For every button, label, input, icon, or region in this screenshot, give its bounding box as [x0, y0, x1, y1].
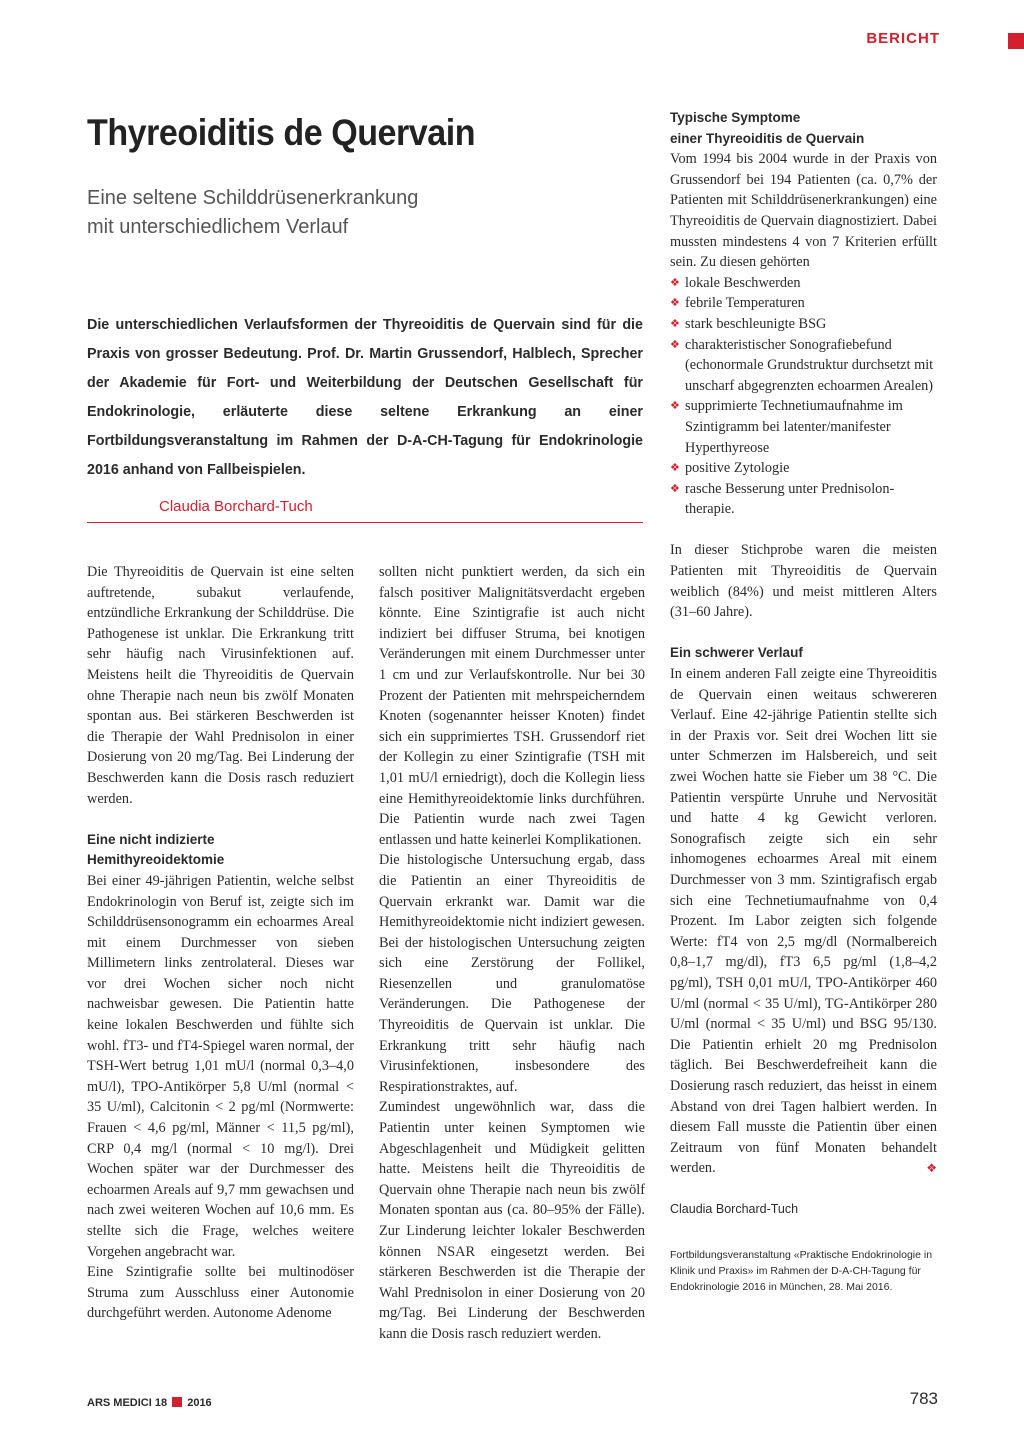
- journal-year: 2016: [187, 1397, 212, 1409]
- closing-author: Claudia Borchard-Tuch: [670, 1201, 799, 1216]
- list-item-text: supprimierte Technetiumaufnahme im Szintigramm bei latenter/manifester Hyperthyreose: [685, 398, 903, 456]
- body-column-2: [379, 562, 645, 1345]
- symptom-list: [670, 273, 937, 520]
- section-label: BERICHT: [866, 30, 940, 47]
- paragraph: Bei einer 49-jährigen Patientin, welche selbst Endokrinologin von Beruf ist, zeigte sich im Schilddrüsensonogramm ein echoarmes Areal mit einem Durchmesser von sieben Millimetern links zentrolateral. Dieses war vor drei Wochen sicher noch nicht nachweisbar gewesen. Die Patientin hatte keine lokalen Beschwerden und fühlte sich wohl. fT3- und fT4-Spiegel waren normal, der TSH-Wert betrug 1,01 mU/l (normal 0,3–4,0 mU/l), TPO-Antikörper 5,8 U/ml (normal < 35 U/ml), Calcitonin < 2 pg/ml (Normwerte: Frauen < 4,6 pg/ml, Männer < 11,5 pg/ml), CRP 0,4 mg/l (normal < 10 mg/l). Drei Wochen später war der Durchmesser des echoarmen Areals auf 9,7 mm gewachsen und nach zwei weiteren Wochen auf 10,6 mm. Es stellte sich die Frage, welches weitere Vorgehen angebracht war.: [87, 872, 354, 1260]
- journal-name: ARS MEDICI 18: [87, 1397, 168, 1409]
- list-item: [670, 479, 937, 520]
- paragraph: Die Thyreoiditis de Quervain ist eine selten auftretende, subakut verlaufende, entzündliche Erkrankung der Schilddrüse. Die Pathogenese ist unklar. Die Erkrankung tritt sehr häufig nach Virusinfektionen auf. Meistens heilt die Thyreoiditis de Quervain ohne Therapie nach neun bis zwölf Monaten spontan aus. Bei stärkeren Beschwerden ist die Therapie der Wahl Prednisolon in einer Dosierung von 20 mg/Tag. Bei Linderung der Beschwerden kann die Dosis rasch reduziert werden.: [87, 564, 354, 807]
- section-heading-line: Hemithyreoidektomie: [87, 852, 225, 868]
- list-item: [670, 293, 937, 314]
- page-number: 783: [909, 1389, 938, 1408]
- subtitle-line-1: Eine seltene Schilddrüsenerkrankung: [87, 187, 419, 209]
- diamond-bullet-icon: ❖: [670, 400, 680, 413]
- subtitle-line-2: mit unterschiedlichem Verlauf: [87, 216, 349, 238]
- section-heading-line: Eine nicht indizierte: [87, 831, 215, 847]
- list-item: [670, 335, 937, 397]
- footer-square-icon: [172, 1397, 182, 1407]
- article-title: Thyreoiditis de Quervain: [87, 112, 476, 153]
- sidebar-heading-line: Typische Symptome: [670, 110, 801, 125]
- list-item-text: positive Zytologie: [685, 460, 790, 477]
- source-note: Fortbildungsveranstaltung «Praktische Endokrinologie in Klinik und Praxis» im Rahmen der D-A-CH-Tagung für Endokrinologie 2016 in München, 28. Mai 2016.: [670, 1249, 933, 1294]
- paragraph-text: In einem anderen Fall zeigte eine Thyreoiditis de Quervain einen weitaus schwereren Verlauf. Eine 42-jährige Patientin stellte sich in der Praxis vor. Seit drei Wochen litt sie unter Schmerzen im Halsbereich, und seit zwei Wochen hatte sie Fieber um 38 °C. Die Patientin verspürte Unruhe und Nervosität und hatte 4 kg Gewicht verloren. Sonografisch zeigte sich ein sehr inhomogenes echoarmes Areal mit einem Durchmesser von 3 mm. Szintigrafisch ergab sich eine Technetiumaufnahme von 0,4 Prozent. Im Labor zeigten sich folgende Werte: fT4 von 2,5 mg/dl (Normalbereich 0,8–1,7 mg/dl), fT3 6,5 pg/ml (1,8–4,2 pg/ml), TSH 0,01 mU/l, TPO-Antikörper 460 U/ml (normal < 35 U/ml), TG-Antikörper 280 U/ml (normal < 35 U/ml) und BSG 95/130. Die Patientin erhielt 20 mg Prednisolon täglich. Bei Beschwerdefreiheit kann die Dosierung rasch reduziert, das heisst in einem Abstand von drei Tagen halbiert werden. In diesem Fall musste die Patientin über einen Zeitraum von fünf Monaten behandelt werden.: [670, 666, 937, 1177]
- list-item-text: stark beschleunigte BSG: [685, 315, 827, 332]
- list-item: [670, 273, 937, 294]
- diamond-bullet-icon: ❖: [670, 462, 680, 475]
- list-item: [670, 458, 937, 479]
- diamond-end-icon: ❖: [926, 1161, 937, 1176]
- list-item: [670, 396, 937, 458]
- diamond-bullet-icon: ❖: [670, 482, 680, 495]
- list-item-text: rasche Besserung unter Prednisolontherapie.: [685, 480, 895, 518]
- article-lead: Die unterschiedlichen Verlaufsformen der Thyreoiditis de Quervain sind für die Praxis von grosser Bedeutung. Prof. Dr. Martin Grussendorf, Halblech, Sprecher der Akademie für Fort- und Weiterbildung der Deutschen Gesellschaft für Endokrinologie, erläuterte diese seltene Erkrankung an einer Fortbildungsveranstaltung im Rahmen der D-A-CH-Tagung für Endokrinologie 2016 anhand von Fallbeispielen.: [87, 317, 643, 478]
- footer-journal: [87, 1397, 212, 1409]
- paragraph: Eine Szintigrafie sollte bei multinodöser Struma zum Ausschluss einer Autonomie durchgeführt werden. Autonome Adenome: [87, 1264, 354, 1322]
- body-column-1: [87, 562, 354, 1324]
- section-heading: Ein schwerer Verlauf: [670, 645, 803, 661]
- paragraph: sollten nicht punktiert werden, da sich ein falsch positiver Malignitätsverdacht ergeben könnte. Eine Szintigrafie ist auch nicht indiziert bei diffuser Struma, bei knotigen Veränderungen mit einem Durchmesser unter 1 cm und zur Verlaufskontrolle. Nur bei 30 Prozent der Patienten mit mehrspeicherndem Knoten (sogenannter heisser Knoten) findet sich ein supprimiertes TSH. Grussendorf riet der Kollegin zu einer Szintigrafie (TSH mit 1,01 mU/l erniedrigt), doch die Kollegin liess eine Hemithyreoidektomie links durchführen. Die Patientin wurde nach zwei Tagen entlassen und hatte keinerlei Komplikationen.: [379, 564, 645, 848]
- paragraph: [670, 664, 937, 1179]
- list-item-text: febrile Temperaturen: [685, 295, 805, 312]
- diamond-bullet-icon: ❖: [670, 276, 680, 289]
- sidebar-heading: [670, 108, 937, 149]
- diamond-bullet-icon: ❖: [670, 297, 680, 310]
- section-heading: [87, 830, 354, 871]
- section-marker-square: [1008, 33, 1024, 49]
- paragraph: Die histologische Untersuchung ergab, dass die Patientin an einer Thyreoiditis de Quervain erkrankt war. Damit war die Hemithyreoidektomie nicht indiziert gewesen. Bei der histologischen Untersuchung zeigten sich eine Zerstörung der Follikel, Riesenzellen und granulomatöse Veränderungen. Die Pathogenese der Thyreoiditis de Quervain ist unklar. Die Erkrankung tritt sehr häufig nach Virusinfektionen, insbesondere des Respirationstraktes, auf.: [379, 852, 645, 1095]
- sidebar-intro: Vom 1994 bis 2004 wurde in der Praxis von Grussendorf bei 194 Patienten (ca. 0,7% der Patienten mit Schilddrüsenerkrankungen) eine Thyreoiditis de Quervain diagnostiziert. Dabei mussten mindestens 4 von 7 Kriterien erfüllt sein. Zu diesen gehörten: [670, 151, 937, 271]
- paragraph: Zumindest ungewöhnlich war, dass die Patientin unter keinen Symptomen wie Abgeschlagenheit und Müdigkeit gelitten hatte. Meistens heilt die Thyreoiditis de Quervain ohne Therapie nach neun bis zwölf Monaten spontan aus (ca. 80–95% der Fälle). Zur Linderung leichter lokaler Beschwerden können NSAR eingesetzt werden. Bei stärkeren Beschwerden ist die Therapie der Wahl Prednisolon in einer Dosierung von 20 mg/Tag. Bei Linderung der Beschwerden kann die Dosis rasch reduziert werden.: [379, 1099, 645, 1342]
- sidebar-heading-line: einer Thyreoiditis de Quervain: [670, 130, 865, 146]
- list-item: [670, 314, 937, 335]
- author-divider: [87, 522, 643, 523]
- article-subtitle: [87, 184, 547, 242]
- article-author: Claudia Borchard-Tuch: [159, 498, 313, 515]
- list-item-text: lokale Beschwerden: [685, 274, 801, 291]
- diamond-bullet-icon: ❖: [670, 338, 680, 351]
- diamond-bullet-icon: ❖: [670, 317, 680, 330]
- body-column-3: [670, 108, 937, 1295]
- paragraph: In dieser Stichprobe waren die meisten Patienten mit Thyreoiditis de Quervain weiblich (84%) und meist mittleren Alters (31–60 Jahre).: [670, 542, 937, 621]
- list-item-text: charakteristischer Sonografiebefund (echonormale Grundstruktur durchsetzt mit unscharf abgegrenzten echoarmen Arealen): [685, 336, 934, 394]
